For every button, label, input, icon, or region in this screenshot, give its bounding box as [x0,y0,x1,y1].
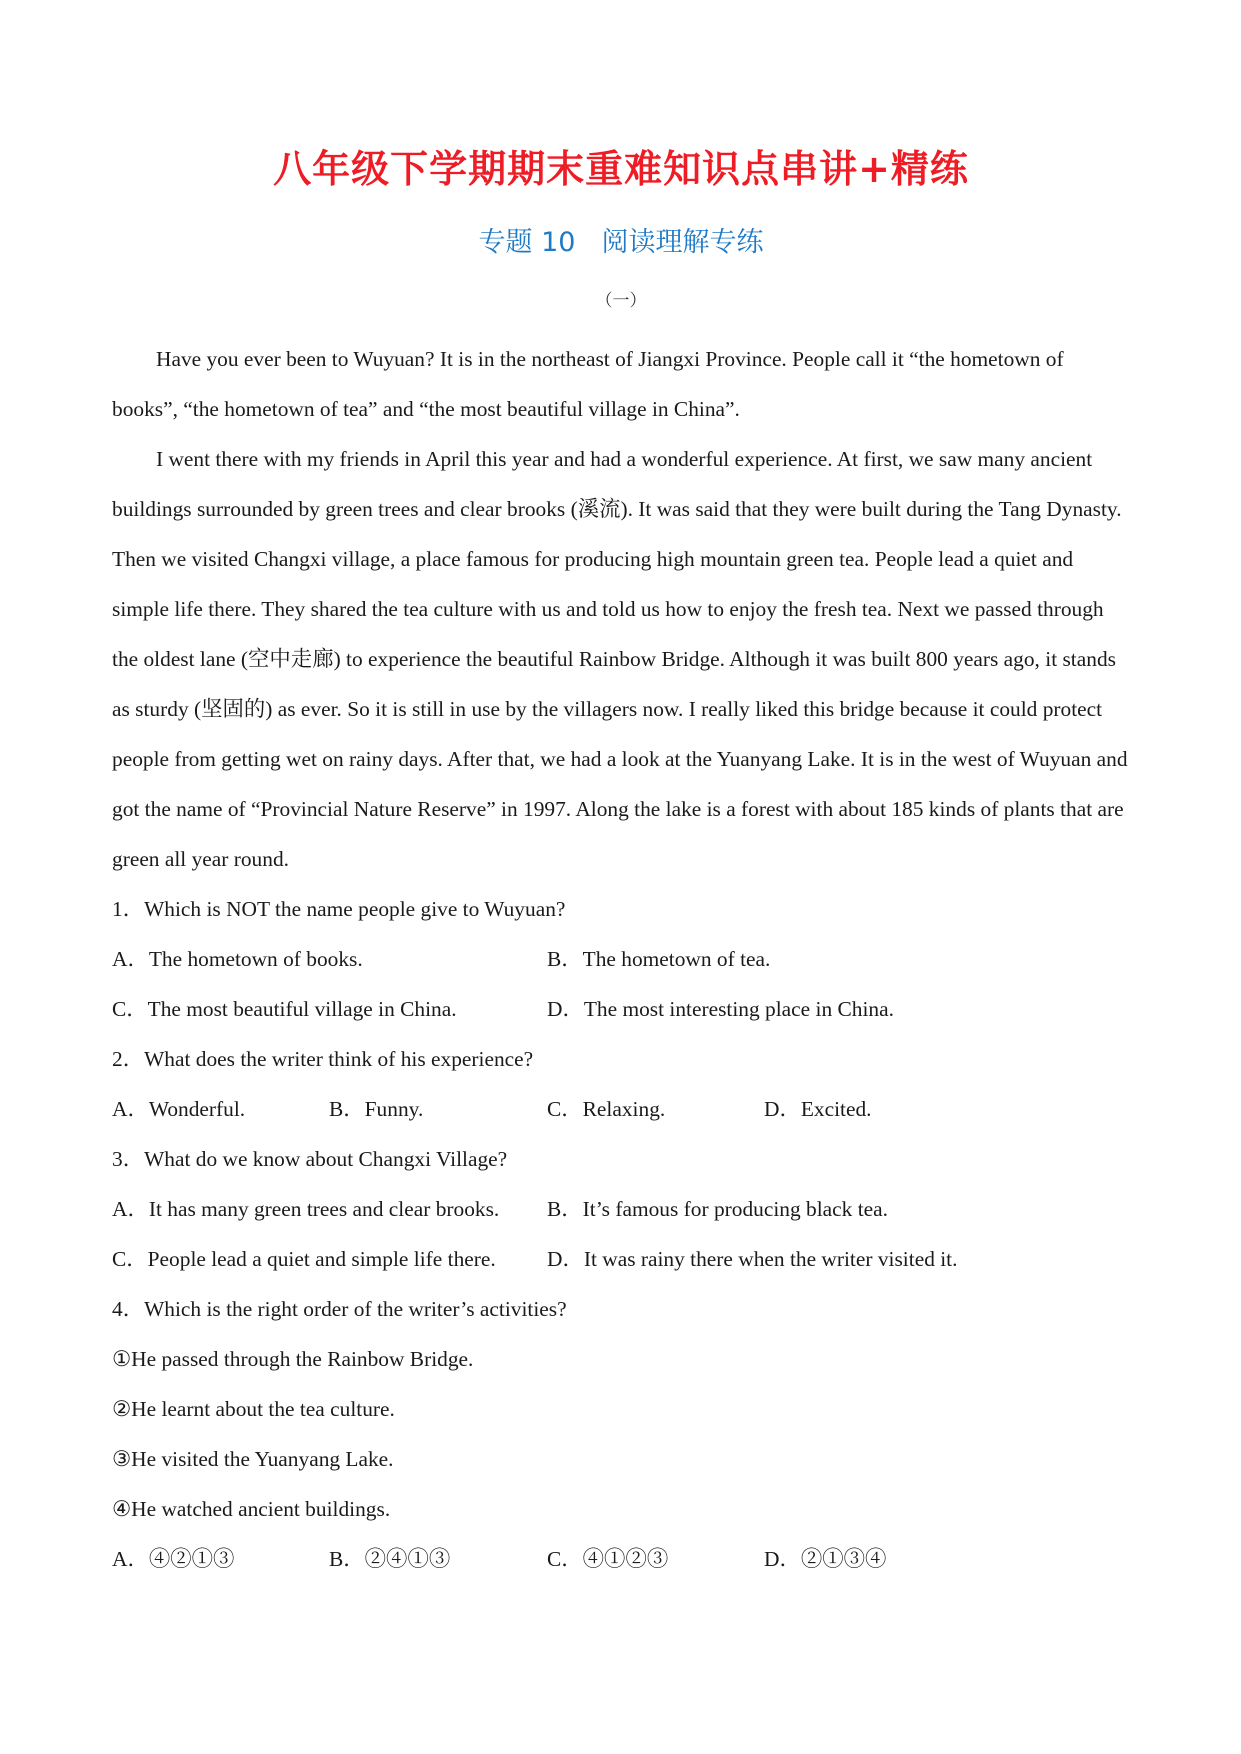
question-1-option-d[interactable]: D．The most interesting place in China. [547,997,894,1021]
question-4-item-4: ④He watched ancient buildings. [112,1497,391,1521]
question-1-option-a[interactable]: A．The hometown of books. [112,947,363,971]
question-4-option-b[interactable]: B．②④①③ [329,1547,451,1571]
question-1-option-c[interactable]: C．The most beautiful village in China. [112,997,457,1021]
question-2-options-row [112,1084,1130,1134]
passage-paragraph-1: Have you ever been to Wuyuan? It is in the northeast of Jiangxi Province. People call it “the hometown of books”, “the hometown of tea” and “the most beautiful village in China”. [112,347,1064,421]
question-3-option-d[interactable]: D．It was rainy there when the writer visited it. [547,1247,958,1271]
question-2-option-c[interactable]: C．Relaxing. [547,1097,666,1121]
question-2-option-d[interactable]: D．Excited. [764,1097,872,1121]
question-3-option-c[interactable]: C．People lead a quiet and simple life there. [112,1247,496,1271]
page-subtitle [112,229,1130,256]
question-2-option-a[interactable]: A．Wonderful. [112,1097,246,1121]
question-1-stem: 1．Which is NOT the name people give to Wuyuan? [112,897,566,921]
question-1-option-b[interactable]: B．The hometown of tea. [547,947,771,971]
page-title: 八年级下学期期末重难知识点串讲+精练 [273,147,969,191]
question-3-options-row-1 [112,1184,1130,1234]
question-4-option-c[interactable]: C．④①②③ [547,1547,669,1571]
question-3-stem: 3．What do we know about Changxi Village? [112,1147,508,1171]
subtitle-topic-name: 阅读理解专练 [601,227,764,258]
question-2-option-b[interactable]: B．Funny. [329,1097,424,1121]
reading-section [112,334,1130,1584]
question-4-options-row [112,1534,1130,1584]
passage-paragraph-2: I went there with my friends in April this year and had a wonderful experience. At first, we saw many ancient buildings surrounded by green trees and clear brooks (溪流). It was said that they were built during the Tang Dynasty. Then we visited Changxi village, a place famous for producing high mountain green tea. People lead a quiet and simple life there. They shared the tea culture with us and told us how to enjoy the fresh tea. Next we passed through the oldest lane (空中走廊) to experience the beautiful Rainbow Bridge. Although it was built 800 years ago, it stands as sturdy (坚固的) as ever. So it is still in use by the villagers now. I really liked this bridge because it could protect people from getting wet on rainy days. After that, we had a look at the Yuanyang Lake. It is in the west of Wuyuan and got the name of “Provincial Nature Reserve” in 1997. Along the lake is a forest with about 185 kinds of plants that are green all year round. [112,447,1128,871]
section-number: （一） [595,291,647,311]
question-3-option-a[interactable]: A．It has many green trees and clear brooks. [112,1197,500,1221]
question-4-option-d[interactable]: D．②①③④ [764,1547,887,1571]
question-1-options-row-1 [112,934,1130,984]
question-4-item-1: ①He passed through the Rainbow Bridge. [112,1347,474,1371]
question-4-stem: 4．Which is the right order of the writer’s activities? [112,1297,567,1321]
question-1-options-row-2 [112,984,1130,1034]
question-4-item-2: ②He learnt about the tea culture. [112,1397,395,1421]
subtitle-topic-number: 专题 10 [478,227,576,258]
question-3-option-b[interactable]: B．It’s famous for producing black tea. [547,1197,888,1221]
question-3-options-row-2 [112,1234,1130,1284]
question-4-item-3: ③He visited the Yuanyang Lake. [112,1447,394,1471]
question-4-option-a[interactable]: A．④②①③ [112,1547,235,1571]
question-2-stem: 2．What does the writer think of his experience? [112,1047,534,1071]
